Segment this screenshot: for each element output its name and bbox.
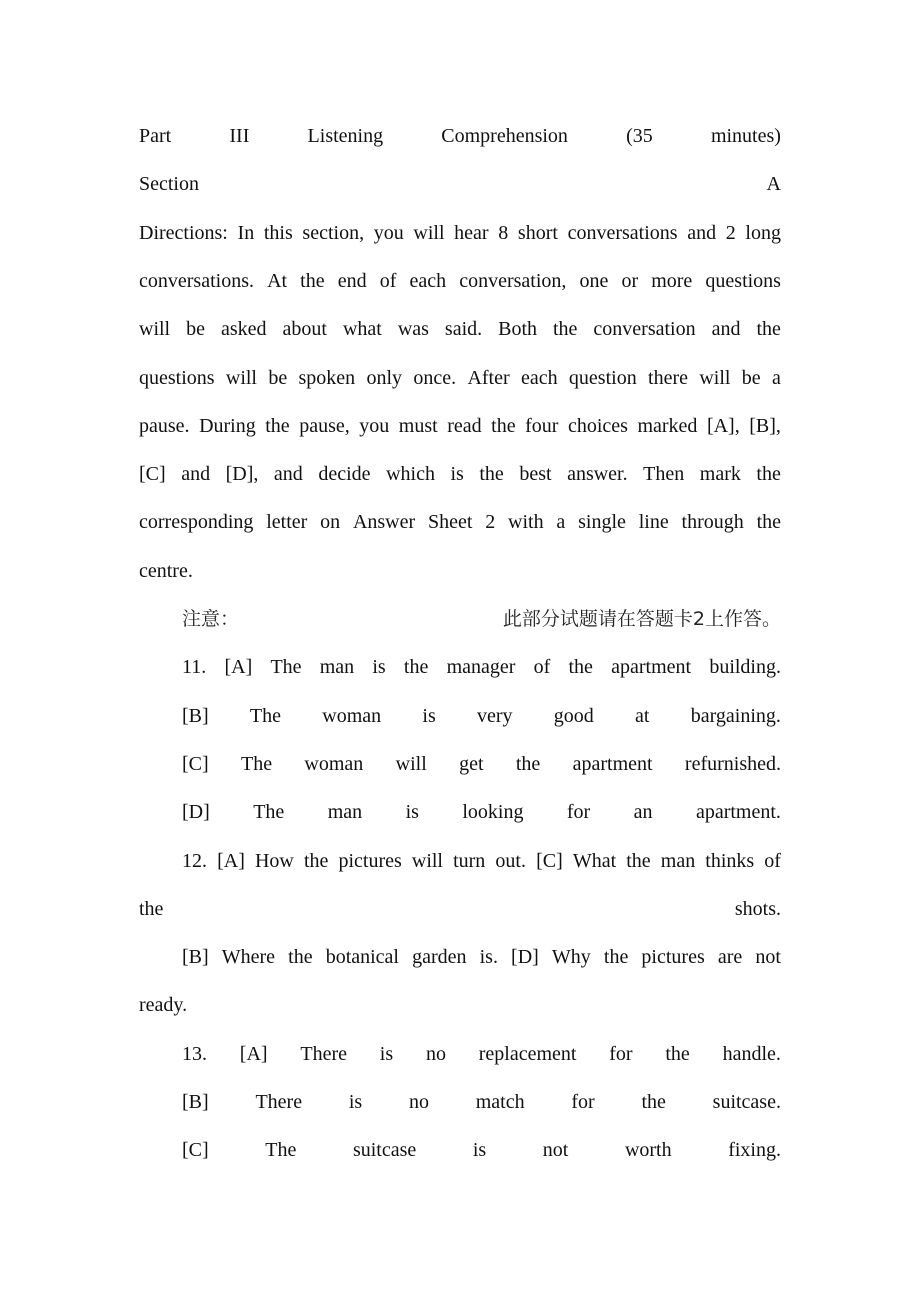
word: 8 xyxy=(498,221,509,244)
word: refurnished. xyxy=(684,752,781,775)
word: for xyxy=(566,801,591,824)
word: replacement xyxy=(478,1042,577,1065)
word: garden xyxy=(412,946,467,969)
word: fixing. xyxy=(728,1139,781,1162)
word: the xyxy=(403,656,429,679)
word: choices xyxy=(567,414,628,437)
word: [C] xyxy=(182,752,209,775)
word: is. xyxy=(479,946,498,969)
word: each xyxy=(520,366,558,389)
word: The xyxy=(241,752,273,775)
word: good xyxy=(553,704,594,727)
word: conversation xyxy=(593,318,696,341)
word: [B], xyxy=(749,414,781,437)
directions-line xyxy=(139,314,781,344)
question-13-option-a xyxy=(182,1039,781,1069)
question-11-option-c xyxy=(182,749,781,779)
word: the xyxy=(568,656,593,679)
word: will xyxy=(413,221,445,244)
word: man xyxy=(319,656,355,679)
word: only xyxy=(366,366,403,389)
question-11-option-a xyxy=(182,652,781,682)
word: There xyxy=(300,1042,347,1065)
word: man xyxy=(660,849,696,872)
word: is xyxy=(379,1042,394,1065)
word: the xyxy=(641,1091,666,1113)
word: was xyxy=(397,318,429,341)
word: woman xyxy=(304,752,364,775)
word: be xyxy=(186,318,205,341)
word: for xyxy=(571,1091,595,1113)
word: the xyxy=(756,318,781,341)
word: long xyxy=(745,221,781,244)
directions-line: centre. xyxy=(139,559,193,582)
directions-line xyxy=(139,459,781,489)
word: a xyxy=(556,511,566,534)
word: of xyxy=(764,849,781,872)
word: you xyxy=(359,414,390,437)
word: you xyxy=(373,221,404,244)
heading-section-a xyxy=(139,169,781,199)
word: What xyxy=(572,849,617,872)
word: man xyxy=(327,801,363,824)
question-11-option-d xyxy=(182,797,781,827)
word: worth xyxy=(624,1139,672,1162)
word: for xyxy=(609,1042,633,1065)
word: the xyxy=(139,897,164,920)
word: the xyxy=(553,318,578,341)
word: botanical xyxy=(325,946,399,969)
word: be xyxy=(741,366,761,389)
word: best xyxy=(519,463,552,486)
word: and xyxy=(687,221,717,244)
word: will xyxy=(699,366,731,389)
word: [A] xyxy=(217,849,245,872)
word: At xyxy=(267,269,288,292)
word: Answer xyxy=(352,511,416,534)
question-12-options-a-c-cont xyxy=(139,894,781,924)
word: an xyxy=(633,801,653,824)
word: the xyxy=(515,752,541,775)
word: get xyxy=(459,752,484,775)
word: Then xyxy=(643,463,685,486)
word: questions xyxy=(705,269,781,292)
word: and xyxy=(181,463,211,486)
word: on xyxy=(320,511,341,534)
question-13-option-b xyxy=(182,1087,781,1117)
word: will xyxy=(411,849,443,872)
directions-line xyxy=(139,507,781,537)
word: minutes) xyxy=(710,125,781,147)
word: Where xyxy=(221,946,276,969)
word: III xyxy=(229,125,250,147)
word: The xyxy=(249,704,282,727)
word: [D], xyxy=(225,463,259,486)
word: [B] xyxy=(182,946,209,969)
word: of xyxy=(533,656,551,679)
word: very xyxy=(477,704,513,727)
directions-line xyxy=(139,411,781,441)
word: [A], xyxy=(706,414,740,437)
word: [D] xyxy=(182,801,210,824)
word: questions xyxy=(139,366,215,389)
word: which xyxy=(386,463,435,486)
word: building. xyxy=(709,656,781,679)
word: the xyxy=(626,849,651,872)
word: the xyxy=(756,511,781,534)
word: 2 xyxy=(725,221,736,244)
word: is xyxy=(348,1091,363,1113)
word: 11. xyxy=(182,656,207,679)
word: answer. xyxy=(567,463,628,486)
word: is xyxy=(372,656,386,679)
word: [A] xyxy=(224,656,253,679)
word: with xyxy=(508,511,544,534)
word: are xyxy=(717,946,743,969)
word: the xyxy=(756,463,781,486)
word: at xyxy=(635,704,650,727)
word: manager xyxy=(446,656,516,679)
word: Directions: xyxy=(139,221,228,244)
question-11-option-b xyxy=(182,701,781,731)
word: this xyxy=(263,221,293,244)
word: section, xyxy=(302,221,365,244)
word: single xyxy=(578,511,626,534)
word: each xyxy=(409,269,447,292)
word: of xyxy=(379,269,397,292)
word: There xyxy=(255,1091,303,1113)
word: what xyxy=(342,318,382,341)
word: and xyxy=(273,463,303,486)
question-12-options-b-d-cont: ready. xyxy=(139,994,188,1017)
question-12-options-b-d xyxy=(182,942,781,972)
word: is xyxy=(405,801,419,824)
word: pause, xyxy=(299,414,350,437)
word: Both xyxy=(498,318,538,341)
word: asked xyxy=(220,318,267,341)
word: handle. xyxy=(722,1042,781,1065)
word: (35 xyxy=(626,125,653,147)
word: the xyxy=(303,849,329,872)
word: apartment. xyxy=(695,801,781,824)
word: the xyxy=(479,463,504,486)
word: After xyxy=(467,366,510,389)
word: no xyxy=(408,1091,429,1113)
word: The xyxy=(265,1139,297,1162)
word: out. xyxy=(495,849,526,872)
word: the xyxy=(665,1042,690,1065)
word: no xyxy=(425,1042,446,1065)
word: The xyxy=(253,801,285,824)
word: Listening xyxy=(307,125,384,147)
word: or xyxy=(621,269,639,292)
word: said. xyxy=(444,318,483,341)
word: about xyxy=(282,318,327,341)
word: the xyxy=(265,414,290,437)
note-line xyxy=(182,604,781,634)
word: looking xyxy=(462,801,524,824)
word: apartment xyxy=(611,656,692,679)
word: line xyxy=(638,511,669,534)
word: once. xyxy=(413,366,457,389)
word: not xyxy=(755,946,781,969)
word: more xyxy=(651,269,693,292)
word: a xyxy=(771,366,781,389)
word: 此部分试题请在答题卡2上作答。 xyxy=(502,608,781,630)
word: 注意： xyxy=(182,608,240,630)
word: decide xyxy=(318,463,371,486)
word: there xyxy=(648,366,688,389)
word: The xyxy=(270,656,302,679)
word: Section xyxy=(139,173,199,196)
word: Part xyxy=(139,125,172,147)
word: must xyxy=(398,414,438,437)
word: hear xyxy=(454,221,489,244)
word: suitcase. xyxy=(712,1091,781,1113)
word: 12. xyxy=(182,849,207,872)
word: one xyxy=(579,269,609,292)
word: How xyxy=(254,849,294,872)
word: question xyxy=(568,366,637,389)
word: shots. xyxy=(734,897,781,920)
word: the xyxy=(288,946,313,969)
word: is xyxy=(422,704,436,727)
heading-part-iii xyxy=(139,121,781,151)
word: In xyxy=(237,221,255,244)
word: bargaining. xyxy=(690,704,781,727)
word: is xyxy=(472,1139,487,1162)
word: Comprehension xyxy=(441,125,568,147)
word: match xyxy=(475,1091,525,1113)
word: [C] xyxy=(536,849,563,872)
question-13-option-c xyxy=(182,1135,781,1165)
word: spoken xyxy=(298,366,356,389)
directions-line xyxy=(139,266,781,296)
word: thinks xyxy=(705,849,755,872)
word: pause. xyxy=(139,414,190,437)
question-12-options-a-c xyxy=(182,846,781,876)
word: will xyxy=(139,318,171,341)
word: will xyxy=(225,366,257,389)
word: pictures xyxy=(641,946,705,969)
word: through xyxy=(681,511,744,534)
word: [A] xyxy=(239,1042,268,1065)
word: corresponding xyxy=(139,511,254,534)
word: [B] xyxy=(182,1091,209,1113)
word: suitcase xyxy=(352,1139,417,1162)
word: conversation, xyxy=(459,269,567,292)
word: not xyxy=(542,1139,569,1162)
word: conversations. xyxy=(139,269,254,292)
directions-line xyxy=(139,363,781,393)
word: During xyxy=(199,414,256,437)
word: the xyxy=(603,946,629,969)
word: Why xyxy=(551,946,591,969)
word: apartment xyxy=(572,752,653,775)
word: will xyxy=(395,752,427,775)
word: end xyxy=(337,269,367,292)
word: be xyxy=(268,366,288,389)
word: A xyxy=(766,173,781,196)
word: the xyxy=(300,269,325,292)
word: marked xyxy=(637,414,698,437)
word: the xyxy=(491,414,516,437)
word: short xyxy=(517,221,558,244)
word: 13. xyxy=(182,1042,207,1065)
word: [C] xyxy=(182,1139,209,1162)
word: Sheet xyxy=(427,511,473,534)
word: turn xyxy=(453,849,486,872)
word: [D] xyxy=(511,946,539,969)
word: letter xyxy=(266,511,308,534)
directions-line xyxy=(139,218,781,248)
word: pictures xyxy=(338,849,402,872)
word: is xyxy=(450,463,464,486)
word: [B] xyxy=(182,704,209,727)
word: [C] xyxy=(139,463,166,486)
word: woman xyxy=(322,704,382,727)
word: conversations xyxy=(567,221,678,244)
word: and xyxy=(711,318,741,341)
word: 2 xyxy=(485,511,496,534)
word: four xyxy=(525,414,559,437)
word: read xyxy=(447,414,482,437)
word: mark xyxy=(699,463,741,486)
